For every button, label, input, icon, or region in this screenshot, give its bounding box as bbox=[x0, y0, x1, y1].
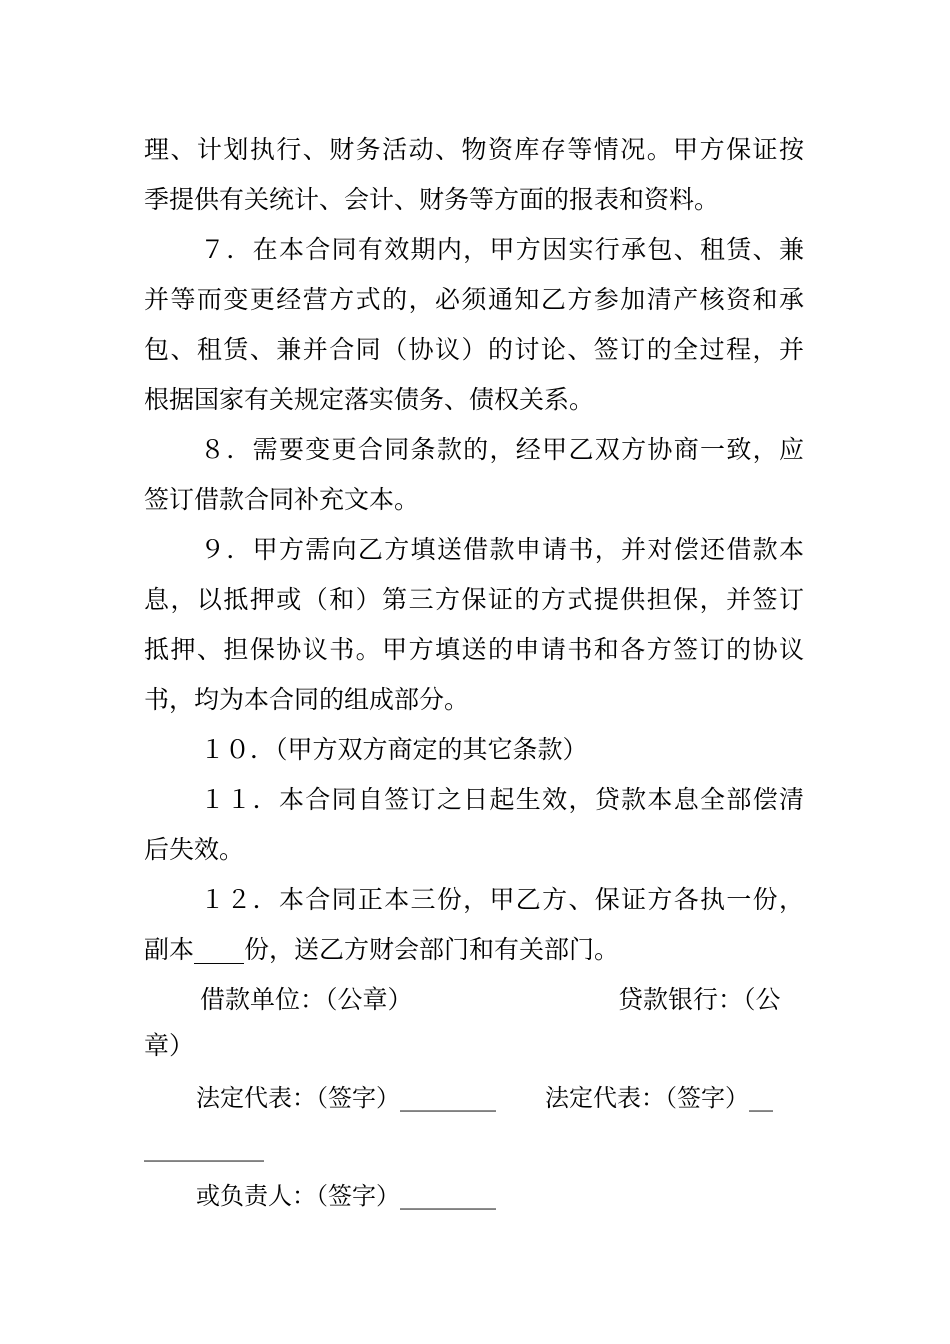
clause-10-line: １０．（甲方双方商定的其它条款） bbox=[200, 735, 588, 764]
paragraph-line: 副本____份，送乙方财会部门和有关部门。 bbox=[144, 935, 620, 964]
clause-9-line: ９．甲方需向乙方填送借款申请书，并对偿还借款本 bbox=[200, 535, 804, 564]
paragraph-line: 抵押、担保协议书。甲方填送的申请书和各方签订的协议 bbox=[144, 635, 804, 664]
responsible-person-signature: 或负责人：（签字）________ bbox=[196, 1182, 496, 1210]
clause-8-line: ８．需要变更合同条款的，经甲乙双方协商一致，应 bbox=[200, 435, 804, 464]
lender-seal-label: 贷款银行：（公 bbox=[618, 985, 781, 1014]
clause-11-line: １１．本合同自签订之日起生效，贷款本息全部偿清 bbox=[200, 785, 804, 814]
clause-7-line: ７．在本合同有效期内，甲方因实行承包、租赁、兼 bbox=[200, 235, 804, 264]
lender-seal-label-continued: 章） bbox=[144, 1031, 195, 1060]
lender-legal-rep-signature-continued: __________ bbox=[144, 1134, 264, 1162]
lender-legal-rep-signature: 法定代表：（签字）__ bbox=[545, 1084, 773, 1112]
paragraph-line: 包、租赁、兼并合同（协议）的讨论、签订的全过程，并 bbox=[144, 335, 804, 364]
paragraph-line: 理、计划执行、财务活动、物资库存等情况。甲方保证按 bbox=[144, 135, 804, 164]
paragraph-line: 书，均为本合同的组成部分。 bbox=[144, 685, 470, 714]
paragraph-line: 季提供有关统计、会计、财务等方面的报表和资料。 bbox=[144, 185, 720, 214]
borrower-legal-rep-signature: 法定代表：（签字）________ bbox=[196, 1084, 496, 1112]
paragraph-line: 息，以抵押或（和）第三方保证的方式提供担保，并签订 bbox=[144, 585, 804, 614]
paragraph-line: 签订借款合同补充文本。 bbox=[144, 485, 420, 514]
clause-12-line: １２．本合同正本三份，甲乙方、保证方各执一份， bbox=[200, 885, 804, 914]
borrower-seal-label: 借款单位：（公章） bbox=[200, 985, 413, 1014]
paragraph-line: 后失效。 bbox=[144, 835, 245, 864]
paragraph-line: 并等而变更经营方式的，必须通知乙方参加清产核资和承 bbox=[144, 285, 804, 314]
paragraph-line: 根据国家有关规定落实债务、债权关系。 bbox=[144, 385, 595, 414]
